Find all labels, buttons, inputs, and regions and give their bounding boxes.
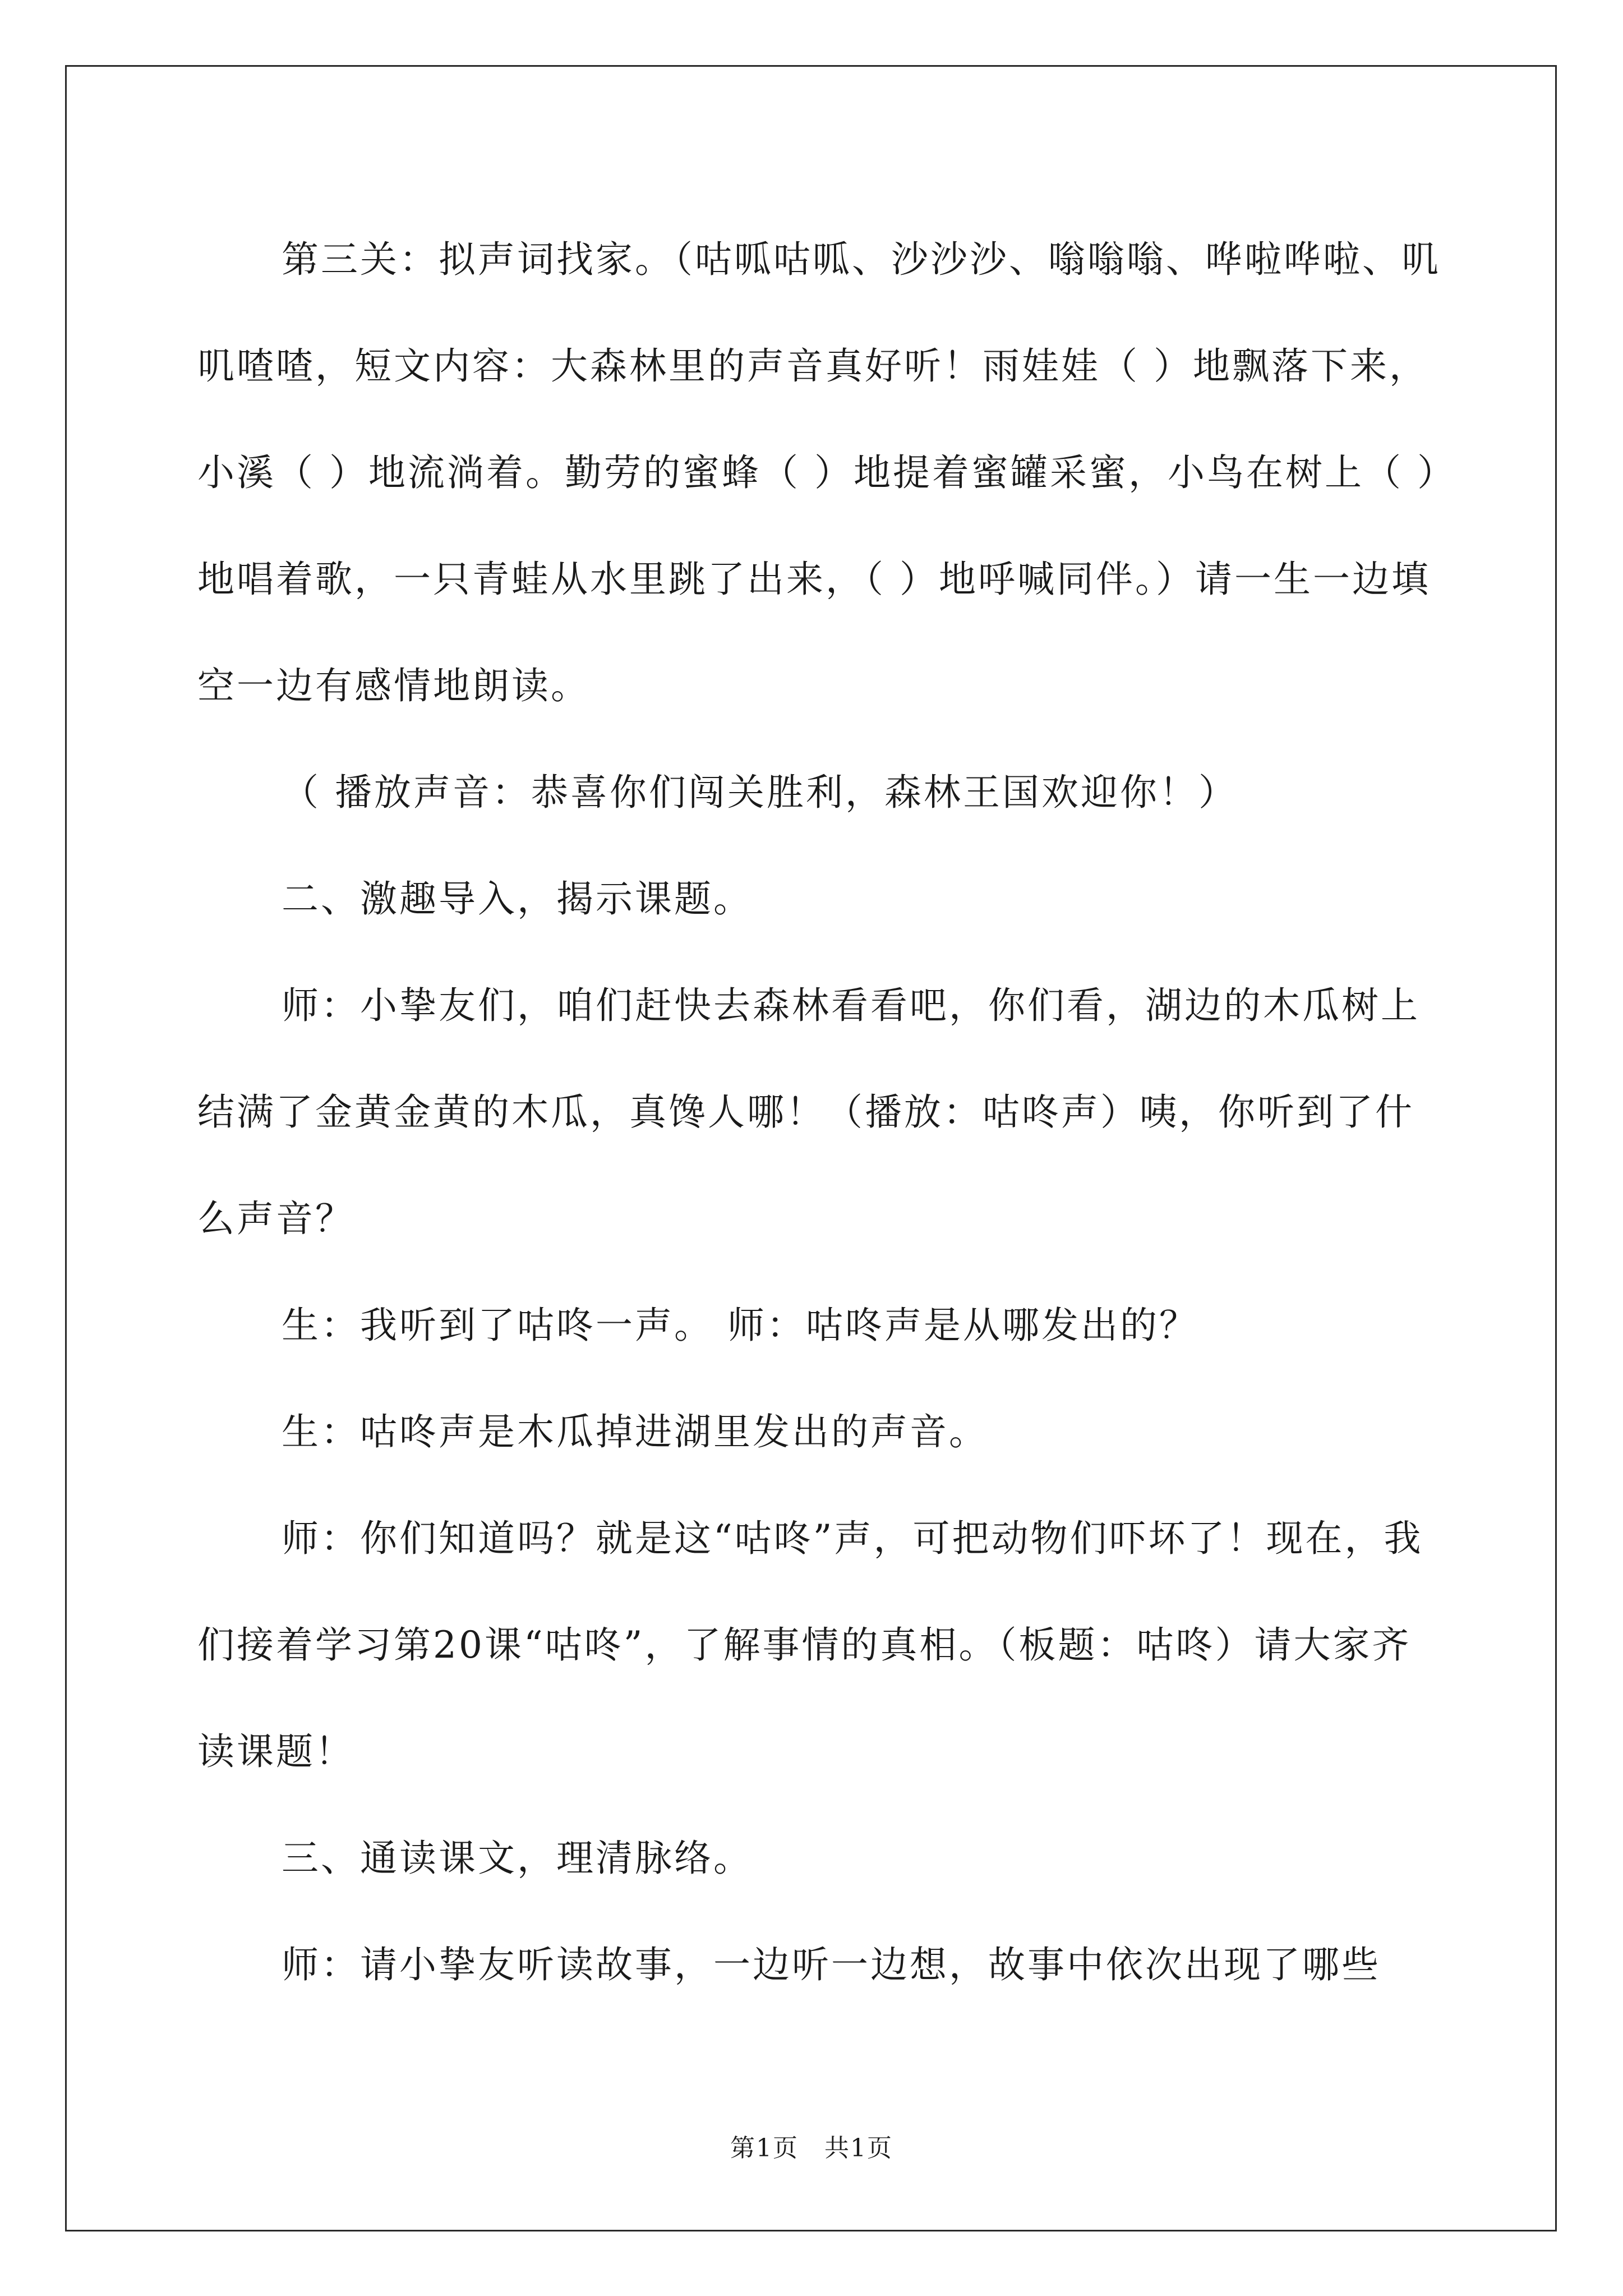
paragraph-student-answer-1: 生：我听到了咕咚一声。 师：咕咚声是从哪发出的？ [282,1304,1198,1347]
paragraph-student-answer-2: 生：咕咚声是木瓜掉进湖里发出的声音。 [282,1410,988,1453]
heading-section-three: 三、通读课文，理清脉络。 [282,1837,753,1880]
page-footer: 第1页 共1页 [730,2134,893,2162]
paragraph-teacher-intro: 师：小挚友们，咱们赶快去森林看看吧，你们看，湖边的木瓜树上结满了金黄金黄的木瓜，真馋人哪！（播放：咕咚声）咦，你听到了什么声音？ [197,984,1420,1240]
paragraph-stage-three: 第三关：拟声词找家。（咕呱咕呱、沙沙沙、嗡嗡嗡、哗啦哗啦、叽叽喳喳，短文内容：大森林里的声音真好听！雨娃娃（ ）地飘落下来，小溪（ ）地流淌着。勤劳的蜜蜂（ ）地提着蜜罐采蜜，小鸟在树上（ ）地唱着歌，一只青蛙从水里跳了出来，（ ）地呼喊同伴。）请一生一边填空一边有感情地朗读。 [197,238,1441,707]
document-body [197,206,1442,2018]
paragraph-play-sound: （ 播放声音：恭喜你们闯关胜利，森林王国欢迎你！） [282,771,1238,814]
paragraph-teacher-listen: 师：请小挚友听读故事，一边听一边想，故事中依次出现了哪些 [282,1943,1381,1986]
paragraph-teacher-topic: 师：你们知道吗？就是这“咕咚”声，可把动物们吓坏了！现在，我们接着学习第20课“咕咚”，了解事情的真相。（板题：咕咚）请大家齐读课题！ [197,1517,1423,1773]
heading-section-two: 二、激趣导入，揭示课题。 [282,877,753,921]
